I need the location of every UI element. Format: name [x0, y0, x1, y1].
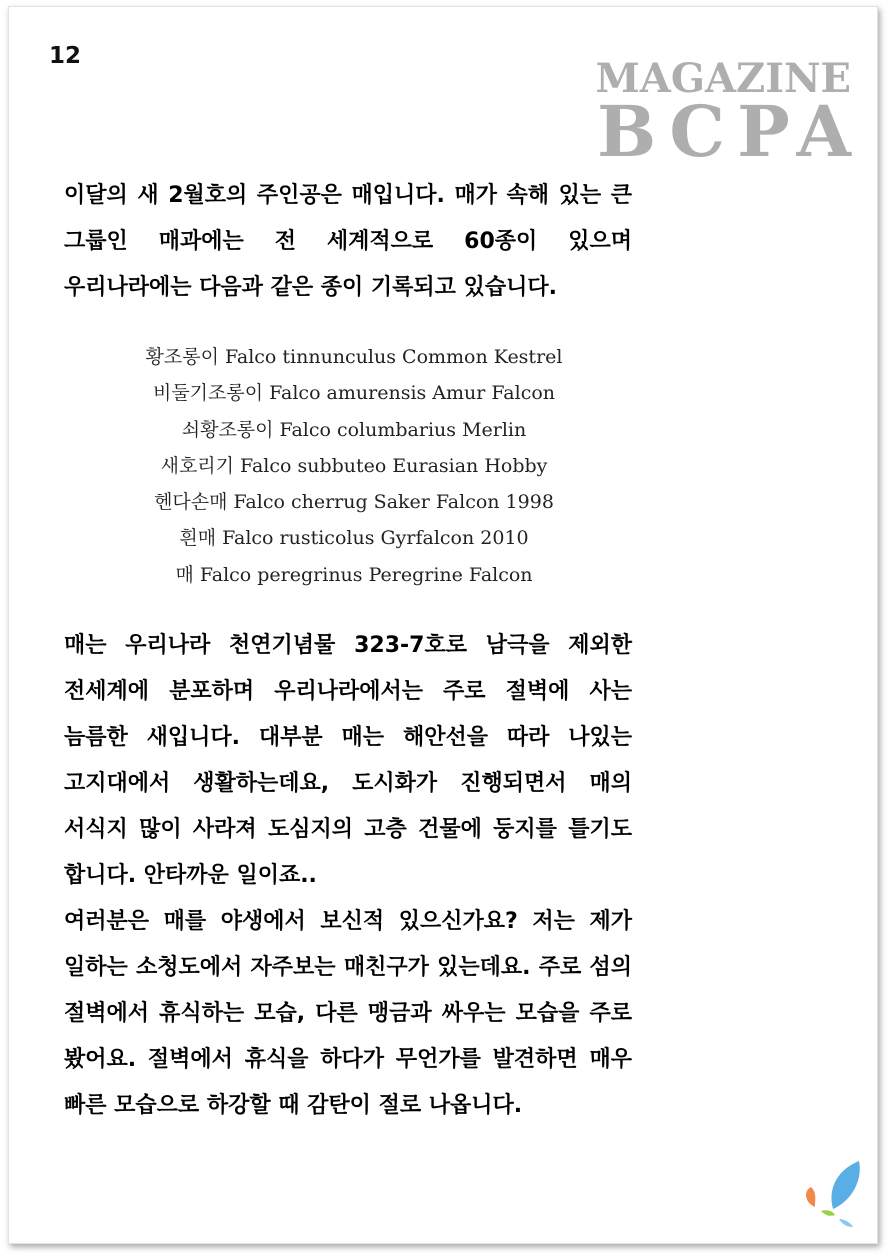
- species-item: 쇠황조롱이 Falco columbarius Merlin: [181, 418, 527, 441]
- body-paragraph-2: 여러분은 매를 야생에서 보신적 있으신가요? 저는 제가 일하는 소청도에서 자주보는 매친구가 있는데요. 주로 섬의 절벽에서 휴식하는 모습, 다른 맹금과 싸우는 모습을 주로 봤어요. 절벽에서 휴식을 하다가 무언가를 발견하면 매우 빠른 모습으로 하강할 때 감탄이 절로 나옵니다.: [64, 909, 632, 1118]
- leaf-orange: [806, 1187, 815, 1207]
- species-list: [59, 339, 649, 593]
- leaf-green: [821, 1210, 835, 1216]
- intro-paragraph: [64, 173, 632, 311]
- species-item: 새호리기 Falco subbuteo Eurasian Hobby: [160, 454, 548, 477]
- masthead-bcpa: BCPA: [596, 90, 863, 173]
- species-item: 비둘기조롱이 Falco amurensis Amur Falcon: [152, 382, 556, 405]
- masthead-magazine: MAGAZINE: [595, 55, 851, 102]
- leaf-logo-icon: [799, 1157, 869, 1237]
- intro-text: 이달의 새 2월호의 주인공은 매입니다. 매가 속해 있는 큰 그룹인 매과에는 전 세계적으로 60종이 있으며 우리나라에는 다음과 같은 종이 기록되고 있습니다.: [64, 183, 632, 300]
- species-item: 황조롱이 Falco tinnunculus Common Kestrel: [145, 346, 563, 368]
- species-item: 헨다손매 Falco cherrug Saker Falcon 1998: [154, 491, 554, 514]
- leaf-light-blue: [839, 1219, 853, 1227]
- species-item: 매 Falco peregrinus Peregrine Falcon: [175, 563, 533, 586]
- leaf-blue: [831, 1161, 859, 1209]
- body-paragraphs: [64, 623, 632, 1129]
- page-number: 12: [49, 43, 82, 69]
- masthead: [595, 55, 863, 173]
- magazine-page: [8, 6, 878, 1244]
- body-paragraph-1: 매는 우리나라 천연기념물 323-7호로 남극을 제외한 전세계에 분포하며 우리나라에서는 주로 절벽에 사는 늠름한 새입니다. 대부분 매는 해안선을 따라 나있는 고지대에서 생활하는데요, 도시화가 진행되면서 매의 서식지 많이 사라져 도심지의 고층 건물에 둥지를 틀기도 합니다. 안타까운 일이죠..: [64, 633, 632, 888]
- species-item: 흰매 Falco rusticolus Gyrfalcon 2010: [179, 527, 529, 550]
